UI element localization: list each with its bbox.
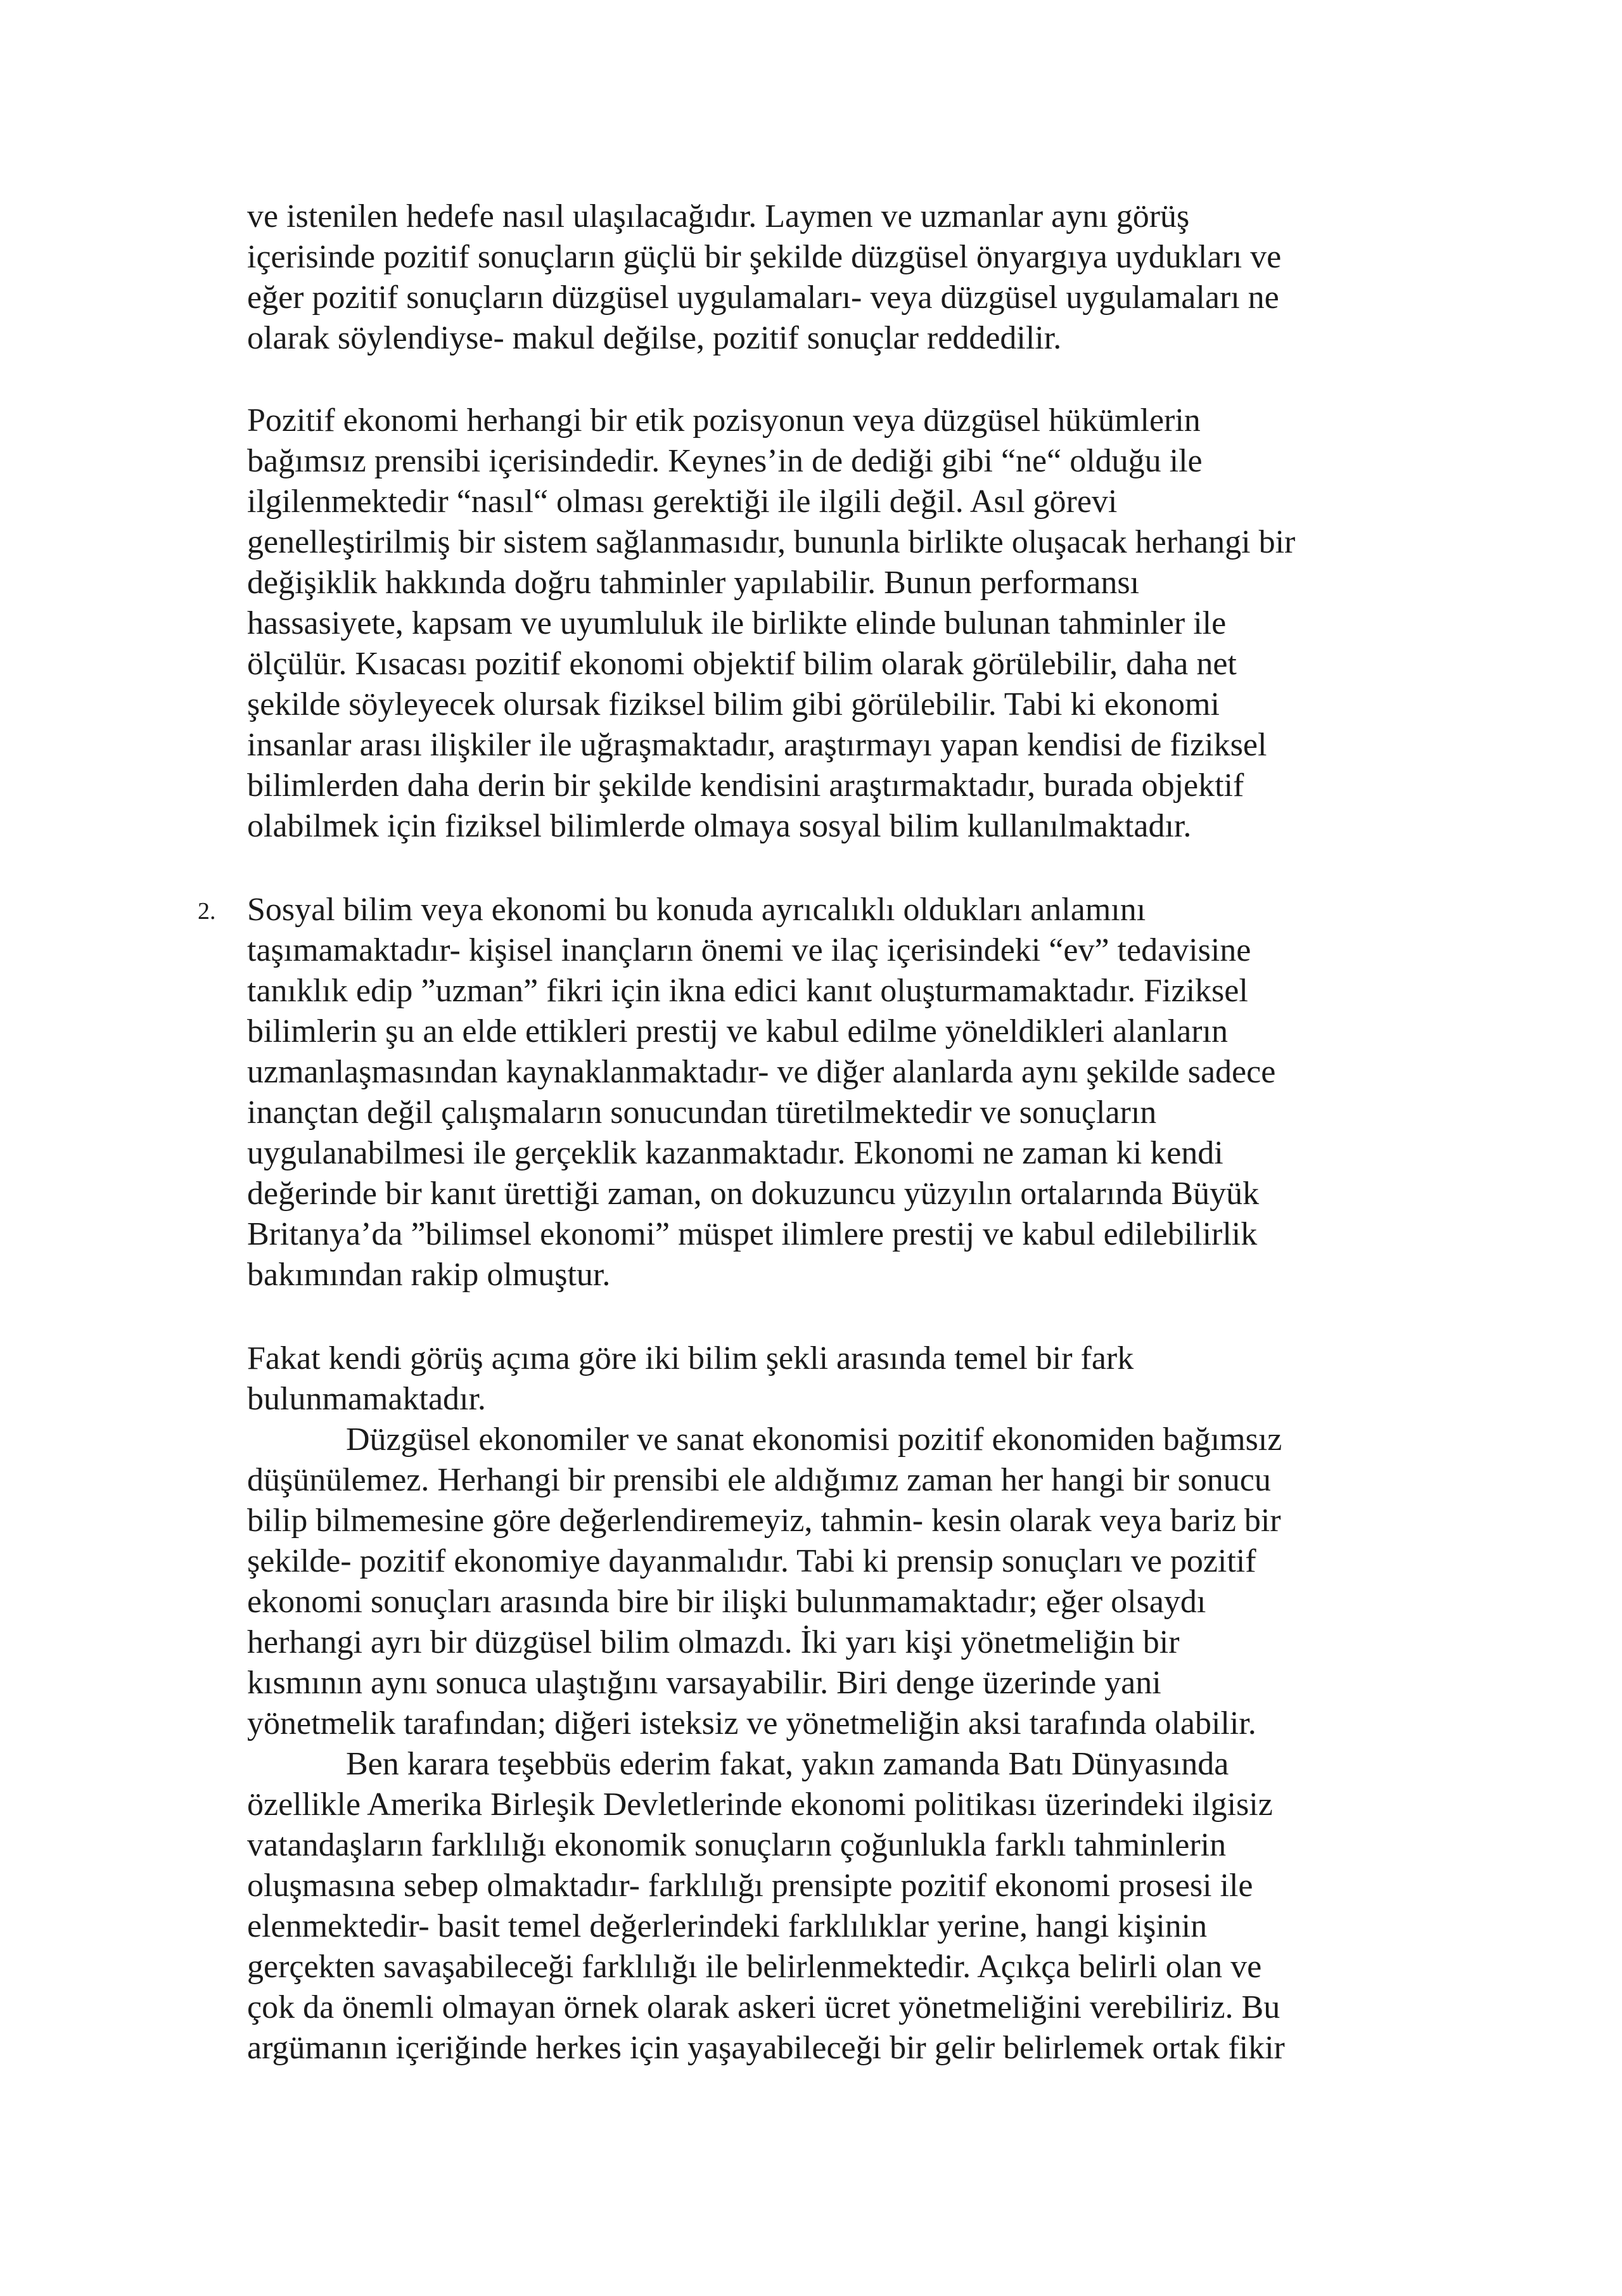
- text-line: Sosyal bilim veya ekonomi bu konuda ayrıcalıklı oldukları anlamını: [247, 892, 1146, 928]
- text-line: bilimlerden daha derin bir şekilde kendisini araştırmaktadır, burada objektif: [247, 767, 1244, 804]
- text-line: çok da önemli olmayan örnek olarak askeri ücret yönetmeliğini verebiliriz. Bu: [247, 1989, 1280, 2025]
- text-line: düşünülemez. Herhangi bir prensibi ele aldığımız zaman her hangi bir sonucu: [247, 1462, 1271, 1498]
- text-line: hassasiyete, kapsam ve uyumluluk ile birlikte elinde bulunan tahminler ile: [247, 605, 1227, 641]
- text-line: tanıklık edip ”uzman” fikri için ikna edici kanıt oluşturmamaktadır. Fiziksel: [247, 973, 1248, 1009]
- text-line: Düzgüsel ekonomiler ve sanat ekonomisi pozitif ekonomiden bağımsız: [346, 1421, 1282, 1458]
- text-line: özellikle Amerika Birleşik Devletlerinde ekonomi politikası üzerindeki ilgisiz: [247, 1786, 1273, 1823]
- text-line: genelleştirilmiş bir sistem sağlanmasıdır, bununla birlikte oluşacak herhangi bir: [247, 524, 1296, 560]
- text-line: şekilde söyleyecek olursak fiziksel bilim gibi görülebilir. Tabi ki ekonomi: [247, 686, 1220, 722]
- text-line: bağımsız prensibi içerisindedir. Keynes’in de dediği gibi “ne“ olduğu ile: [247, 443, 1203, 479]
- text-line: inançtan değil çalışmaların sonucundan türetilmektedir ve sonuçların: [247, 1094, 1157, 1131]
- text-line: ölçülür. Kısacası pozitif ekonomi objektif bilim olarak görülebilir, daha net: [247, 646, 1237, 682]
- text-line: bilimlerin şu an elde ettikleri prestij ve kabul edilme yöneldikleri alanların: [247, 1013, 1228, 1049]
- text-line: Fakat kendi görüş açıma göre iki bilim şekli arasında temel bir fark: [247, 1340, 1134, 1376]
- text-line: olabilmek için fiziksel bilimlerde olmaya sosyal bilim kullanılmaktadır.: [247, 808, 1192, 844]
- text-line: herhangi ayrı bir düzgüsel bilim olmazdı. İki yarı kişi yönetmeliğin bir: [247, 1624, 1180, 1660]
- text-line: uzmanlaşmasından kaynaklanmaktadır- ve diğer alanlarda aynı şekilde sadece: [247, 1054, 1276, 1090]
- text-line: argümanın içeriğinde herkes için yaşayabileceği bir gelir belirlemek ortak fikir: [247, 2030, 1285, 2066]
- text-line: bilip bilmemesine göre değerlendiremeyiz, tahmin- kesin olarak veya bariz bir: [247, 1503, 1281, 1539]
- text-line: eğer pozitif sonuçların düzgüsel uygulamaları- veya düzgüsel uygulamaları ne: [247, 279, 1279, 316]
- text-line: Ben karara teşebbüs ederim fakat, yakın zamanda Batı Dünyasında: [346, 1746, 1229, 1782]
- text-line: ekonomi sonuçları arasında bire bir ilişki bulunmamaktadır; eğer olsaydı: [247, 1584, 1206, 1620]
- text-line: bakımından rakip olmuştur.: [247, 1257, 611, 1293]
- text-line: insanlar arası ilişkiler ile uğraşmaktadır, araştırmayı yapan kendisi de fiziksel: [247, 727, 1267, 763]
- text-line: kısmının aynı sonuca ulaştığını varsayabilir. Biri denge üzerinde yani: [247, 1665, 1161, 1701]
- text-line: şekilde- pozitif ekonomiye dayanmalıdır. Tabi ki prensip sonuçları ve pozitif: [247, 1543, 1256, 1579]
- text-line: olarak söylendiyse- makul değilse, pozitif sonuçlar reddedilir.: [247, 320, 1062, 356]
- text-line: yönetmelik tarafından; diğeri isteksiz ve yönetmeliğin aksi tarafında olabilir.: [247, 1705, 1256, 1741]
- text-line: değerinde bir kanıt ürettiği zaman, on dokuzuncu yüzyılın ortalarında Büyük: [247, 1176, 1260, 1212]
- list-number: 2.: [198, 898, 216, 925]
- text-line: Britanya’da ”bilimsel ekonomi” müspet ilimlere prestij ve kabul edilebilirlik: [247, 1216, 1258, 1252]
- text-line: içerisinde pozitif sonuçların güçlü bir şekilde düzgüsel önyargıya uydukları ve: [247, 239, 1282, 275]
- text-line: oluşmasına sebep olmaktadır- farklılığı prensipte pozitif ekonomi prosesi ile: [247, 1868, 1253, 1904]
- text-line: bulunmamaktadır.: [247, 1381, 486, 1417]
- text-line: gerçekten savaşabileceği farklılığı ile belirlenmektedir. Açıkça belirli olan ve: [247, 1949, 1262, 1985]
- text-line: ilgilenmektedir “nasıl“ olması gerektiği ile ilgili değil. Asıl görevi: [247, 484, 1118, 520]
- text-line: Pozitif ekonomi herhangi bir etik pozisyonun veya düzgüsel hükümlerin: [247, 402, 1201, 439]
- text-line: uygulanabilmesi ile gerçeklik kazanmaktadır. Ekonomi ne zaman ki kendi: [247, 1135, 1223, 1171]
- text-line: elenmektedir- basit temel değerlerindeki farklılıklar yerine, hangi kişinin: [247, 1908, 1208, 1944]
- text-line: ve istenilen hedefe nasıl ulaşılacağıdır. Laymen ve uzmanlar aynı görüş: [247, 198, 1190, 234]
- text-line: taşımamaktadır- kişisel inançların önemi ve ilaç içerisindeki “ev” tedavisine: [247, 932, 1251, 968]
- text-line: değişiklik hakkında doğru tahminler yapılabilir. Bunun performansı: [247, 565, 1140, 601]
- text-line: vatandaşların farklılığı ekonomik sonuçların çoğunlukla farklı tahminlerin: [247, 1827, 1227, 1863]
